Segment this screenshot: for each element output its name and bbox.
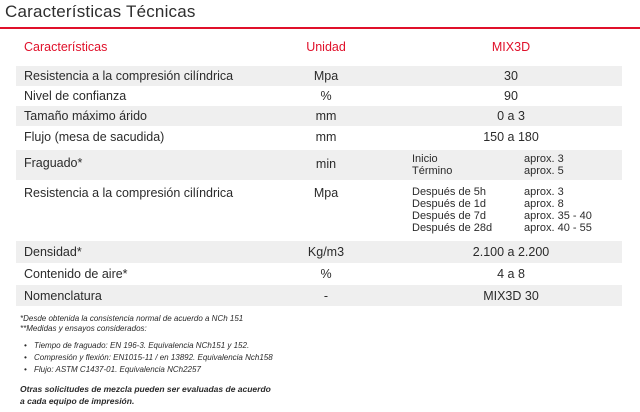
row-unit: Mpa [313,69,339,83]
row-label: Nomenclatura [24,289,102,303]
row-unit: mm [315,109,337,123]
row-unit: Kg/m3 [307,245,345,259]
sub-key: Después de 5h [412,186,486,198]
sub-value: aprox. 8 [524,198,564,210]
table-row [16,285,622,306]
footer-note: a cada equipo de impresión. [20,396,135,406]
table-row [16,66,622,86]
sub-value: aprox. 35 - 40 [524,210,592,222]
row-label: Flujo (mesa de sacudida) [24,130,165,144]
row-value: 90 [504,89,518,103]
header-caracteristicas: Características [24,40,108,54]
row-label: Fraguado* [24,156,83,170]
sub-key: Después de 1d [412,198,486,210]
table-row [16,86,622,106]
row-label: Resistencia a la compresión cilíndrica [24,69,234,83]
row-value: 30 [504,69,518,83]
row-value: 0 a 3 [497,109,525,123]
list-item: • Flujo: ASTM C1437-01. Equivalencia NCh2257 [24,365,201,374]
footnote-consistency: *Desde obtenida la consistencia normal de acuerdo a NCh 151 [20,314,244,323]
sub-value: aprox. 3 [524,186,564,198]
sub-value: aprox. 3 [524,153,564,165]
row-label: Nivel de confianza [24,89,127,103]
table-row [16,263,622,285]
sub-value: aprox. 5 [524,165,564,177]
table-row [16,150,622,180]
footer-note: Otras solicitudes de mezcla pueden ser evaluadas de acuerdo [20,384,271,394]
row-label: Densidad* [24,245,82,259]
page-title: Características Técnicas [5,2,196,21]
header-unidad: Unidad [306,40,346,54]
row-unit: - [323,289,329,303]
row-value: 150 a 180 [483,130,539,144]
sub-key: Término [412,165,453,177]
row-unit: % [320,267,332,281]
table-row [16,126,622,148]
footnote-measures: **Medidas y ensayos considerados: [20,324,147,333]
bullet-icon: • [24,365,27,374]
title-divider [0,27,640,29]
row-unit: mm [315,130,337,144]
table-row [16,182,622,238]
list-item: • Tiempo de fraguado: EN 196-3. Equivalencia NCh151 y 152. [24,341,250,350]
bullet-icon: • [24,353,27,362]
row-value: 4 a 8 [497,267,525,281]
row-unit: % [320,89,332,103]
header-mix3d: MIX3D [491,40,531,54]
sub-key: Después de 7d [412,210,486,222]
row-unit: Mpa [313,186,339,200]
bullet-icon: • [24,341,27,350]
row-label: Resistencia a la compresión cilíndrica [24,186,234,200]
row-unit: min [315,157,337,171]
table-row [16,106,622,126]
table-row [16,241,622,263]
sub-value: aprox. 40 - 55 [524,222,592,234]
row-label: Contenido de aire* [24,267,128,281]
row-label: Tamaño máximo árido [24,109,147,123]
row-value: 2.100 a 2.200 [472,245,550,259]
sub-key: Inicio [412,153,438,165]
list-item: • Compresión y flexión: EN1015-11 / en 13892. Equivalencia Nch158 [24,353,273,362]
row-value: MIX3D 30 [483,289,539,303]
sub-key: Después de 28d [412,222,493,234]
